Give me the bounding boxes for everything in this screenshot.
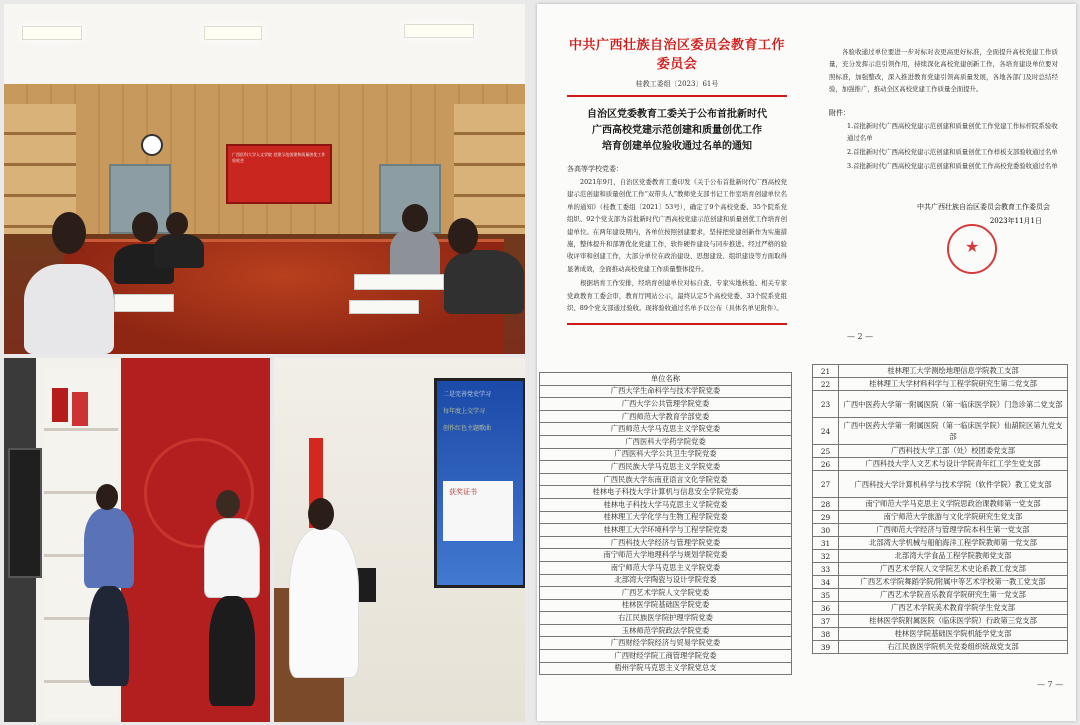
table-row [540,587,792,600]
table-row [540,650,792,663]
row-number-cell: 34 [813,576,839,589]
row-number-cell: 27 [813,471,839,498]
table-row [540,561,792,574]
row-number-cell: 21 [813,365,839,378]
unit-name-cell: 广西民族大学东南亚语言文化学院党委 [540,473,792,486]
units-table-left [539,372,792,675]
unit-name-cell: 玉林师范学院政法学院党委 [540,624,792,637]
ceiling [4,4,525,84]
exhibition-photo [4,358,270,722]
unit-name-cell: 广西艺术学院美术教育学院学生党支部 [839,602,1068,615]
unit-name-cell: 广西艺术学院人文学院艺术史论系教工党支部 [839,563,1068,576]
table-row [540,410,792,423]
unit-name-cell: 广西医科大学药学院党委 [540,435,792,448]
table-row [813,458,1068,471]
attendee [390,229,440,279]
wall-clock [141,134,163,156]
visitor [84,508,134,588]
red-rule [567,323,787,325]
table-row [813,511,1068,524]
row-number-cell: 22 [813,378,839,391]
doc-title [567,107,787,155]
row-number-cell: 30 [813,524,839,537]
unit-name-cell: 广西财经学院经济与贸易学院党委 [540,637,792,650]
table-row [540,385,792,398]
attendee-head [166,212,188,236]
unit-name-cell: 桂林理工大学材料科学与工程学院研究生第二党支部 [839,378,1068,391]
table-row [813,378,1068,391]
table-row [540,624,792,637]
paper [114,294,174,312]
unit-name-cell: 桂林医学院基础医学院党委 [540,599,792,612]
signing-date: 2023年11月1日 [989,216,1042,225]
visitor-head [96,484,118,510]
unit-name-cell: 桂林理工大学化学与生物工程学院党委 [540,511,792,524]
document-page [537,4,1076,721]
lecturer-head [308,498,334,530]
attendee-head [448,218,478,254]
table-row [813,537,1068,550]
attendee-head [52,212,86,254]
unit-name-cell: 右江民族医学院护理学院党委 [540,612,792,625]
page-number: — 2 — [847,332,874,341]
exhibit-book [52,388,68,422]
table-row [540,486,792,499]
row-number-cell: 28 [813,498,839,511]
visitor-legs [89,586,129,686]
row-number-cell: 23 [813,391,839,418]
attendee-head [402,204,428,232]
attendee [154,234,204,268]
unit-name-cell: 广西科技大学工部（处）校团委党支部 [839,445,1068,458]
body-paragraph: 2021年9月，自治区党委教育工委印发《关于公布首批新时代广西高校党建示范创建和质量创优工作“双带头人”教师党支部书记工作室培育创建单位名单的通知》（桂教工委组〔2021〕53号），确定了9个高校党委、35个院系党组织、92个党支部为首批新时代广西高校党建示范创建和质量创优工作培育创建单位。在两年建设期内，各单位按照创建要求，坚持把党建创新作为实施措施，整体提升和部署优化党建工作，软件硬件建设与同步推进。经过严格的验收评审和创建工作，大部分单位在政治建设、思想建设、组织建设等方面取得显著成效，全面推动高校党建工作质量整体提升。 [567,178,787,273]
table-row [813,563,1068,576]
page-number: — 7 — [1037,680,1064,689]
units-table-right [812,364,1068,654]
row-number-cell: 31 [813,537,839,550]
salutation: 各高等学校党委： [567,165,623,173]
lecture-photo [274,358,525,722]
document-second-page [807,4,1076,356]
table-row [813,576,1068,589]
unit-name-cell: 桂林医学院附属医院（临床医学院）行政第三党支部 [839,615,1068,628]
table-row [540,498,792,511]
table-row [813,365,1068,378]
ceiling-light [204,26,262,40]
meeting-screen [226,144,332,204]
unit-name-cell: 广西大学公共管理学院党委 [540,398,792,411]
attendee-head [132,212,158,242]
unit-name-cell: 南宁师范大学马克思主义学院思政治课教师第一党支部 [839,498,1068,511]
exhibit-book [72,392,88,426]
screen-line: 二是完善党史学习 [443,391,492,398]
doc-title-line: 自治区党委教育工委关于公布首批新时代 [587,109,767,120]
table-row [540,435,792,448]
official-seal [947,224,997,274]
document-first-page [537,4,807,356]
table-row [813,471,1068,498]
row-number-cell: 32 [813,550,839,563]
unit-name-cell: 北部湾大学食品工程学院教师党支部 [839,550,1068,563]
unit-name-cell: 广西中医药大学第一附属医院（第一临床医学院）门急诊第二党支部 [839,391,1068,418]
unit-name-cell: 桂林电子科技大学马克思主义学院党委 [540,498,792,511]
unit-name-cell: 广西艺术学院音乐教育学院研究生第一党支部 [839,589,1068,602]
unit-name-cell: 广西医科大学公共卫生学院党委 [540,448,792,461]
attendee [24,264,114,354]
table-row [813,498,1068,511]
table-row [813,641,1068,654]
visitor-head [216,490,240,518]
table-row [540,536,792,549]
bookshelf-right [454,104,525,234]
unit-name-cell: 南宁师范大学马克思主义学院党委 [540,561,792,574]
doc-number: 桂教工委组〔2023〕61号 [635,80,719,88]
table-row [540,549,792,562]
unit-name-cell: 广西中医药大学第一附属医院（第一临床医学院）仙葫院区第九党支部 [839,418,1068,445]
table-row [540,473,792,486]
attendee [444,250,524,314]
unit-name-cell: 桂林理工大学环境科学与工程学院党委 [540,524,792,537]
table-row [540,398,792,411]
table-row [813,445,1068,458]
table-row [540,662,792,675]
unit-name-cell: 广西师范大学马克思主义学院党委 [540,423,792,436]
table-row [540,637,792,650]
ceiling-light [404,24,474,38]
row-number-cell: 35 [813,589,839,602]
org-header: 中共广西壮族自治区委员会教育工作委员会 [568,38,785,72]
visitor-legs [209,596,255,706]
projection-screen [434,378,525,588]
attachments-title: 附件： [829,108,850,117]
screen-line: 创作红色主题歌曲 [443,425,492,432]
signing-organization: 中共广西壮族自治区委员会教育工作委员会 [917,202,1050,211]
table-row [540,574,792,587]
row-number-cell: 38 [813,628,839,641]
doc-title-line: 广西高校党建示范创建和质量创优工作 [592,125,762,136]
meeting-photo [4,4,525,354]
table-row [813,391,1068,418]
red-rule [567,95,787,97]
unit-name-cell: 广西师范大学经济与管理学院本科生第一党支部 [839,524,1068,537]
row-number-cell: 26 [813,458,839,471]
ceiling-light [22,26,82,40]
row-number-cell: 25 [813,445,839,458]
table-row [540,423,792,436]
lecturer [289,528,359,678]
unit-name-cell: 梧州学院马克思主义学院党总支 [540,662,792,675]
row-number-cell: 24 [813,418,839,445]
attachment-item: 2.首批新时代广西高校党建示范创建和质量创优工作样板支部验收通过名单 [847,147,1058,156]
unit-name-cell: 广西艺术学院舞蹈学院/附属中等艺术学校第一教工党支部 [839,576,1068,589]
doc-title-line: 培育创建单位验收通过名单的通知 [602,141,752,152]
table-header-cell: 单位名称 [540,373,792,386]
table-row [540,461,792,474]
table-row [813,524,1068,537]
unit-name-cell: 广西师范大学教育学部党委 [540,410,792,423]
meeting-screen-text: 广西医科大学人文学院 党建示范创建和质量创优工作 验收会 [232,152,326,163]
table-row [540,612,792,625]
unit-name-cell: 桂林电子科技大学计算机与信息安全学院党委 [540,486,792,499]
table-row [540,448,792,461]
attachment-item: 3.首批新时代广西高校党建示范创建和质量创优工作高校党委验收通过名单 [847,161,1058,170]
certificate-image [443,481,513,541]
display-monitor [8,448,42,578]
table-row [540,524,792,537]
row-number-cell: 39 [813,641,839,654]
unit-name-cell: 南宁师范大学旅游与文化学院研究生党支部 [839,511,1068,524]
table-row [813,418,1068,445]
unit-name-cell: 广西科技大学经济与管理学院党委 [540,536,792,549]
table-row [813,550,1068,563]
table-row [813,589,1068,602]
row-number-cell: 29 [813,511,839,524]
paper [349,300,419,314]
body-paragraph: 根据培育工作安排，经培育创建单位对标自查、专家实地核验、相关专家党政教育工委会审，教育厅网站公示，最终认定5个高校党委、33个院系党组织、89个党支部通过验收。现将验收通过名单予以公布（具体名单见附件）。 [567,279,787,313]
visitor [204,518,260,598]
unit-name-cell: 北部湾大学机械与船舶海洋工程学院教师第一党支部 [839,537,1068,550]
screen-line: 每年度上交学习 [443,408,486,415]
unit-name-cell: 南宁师范大学地理科学与规划学院党委 [540,549,792,562]
table-row [540,511,792,524]
table-row [813,615,1068,628]
paper [354,274,444,290]
unit-name-cell: 桂林医学院基础医学院机能学党支部 [839,628,1068,641]
table-row [540,599,792,612]
table-header-row [540,373,792,386]
unit-name-cell: 广西大学生命科学与技术学院党委 [540,385,792,398]
row-number-cell: 33 [813,563,839,576]
attachment-item: 1.首批新时代广西高校党建示范创建和质量创优工作党建工作标杆院系验收通过名单 [847,121,1058,142]
certificate-text: 获奖证书 [449,488,477,496]
unit-name-cell: 广西艺术学院人文学院党委 [540,587,792,600]
unit-name-cell: 右江民族医学院机关党委组织统战党支部 [839,641,1068,654]
closing-paragraph: 各验收通过单位要进一步对标对表更高更好标准，全面提升高校党建工作质量，充分发挥示范引领作用，持续深化高校党建创新工作，各培育建设单位要对照标准，加强整改，深入推进教育党建引领高质量发展，各地各部门及时总结经验，加强推广，推动全区高校党建工作质量全面提升。 [829,48,1058,94]
unit-name-cell: 桂林理工大学测绘地理信息学院教工支部 [839,365,1068,378]
table-row [813,602,1068,615]
table-row [813,628,1068,641]
unit-name-cell: 北部湾大学陶瓷与设计学院党委 [540,574,792,587]
row-number-cell: 36 [813,602,839,615]
row-number-cell: 37 [813,615,839,628]
unit-name-cell: 广西科技大学人文艺术与设计学院青年红工学生党支部 [839,458,1068,471]
unit-name-cell: 广西财经学院工商管理学院党委 [540,650,792,663]
unit-name-cell: 广西科技大学计算机科学与技术学院（软件学院）教工党支部 [839,471,1068,498]
unit-name-cell: 广西民族大学马克思主义学院党委 [540,461,792,474]
